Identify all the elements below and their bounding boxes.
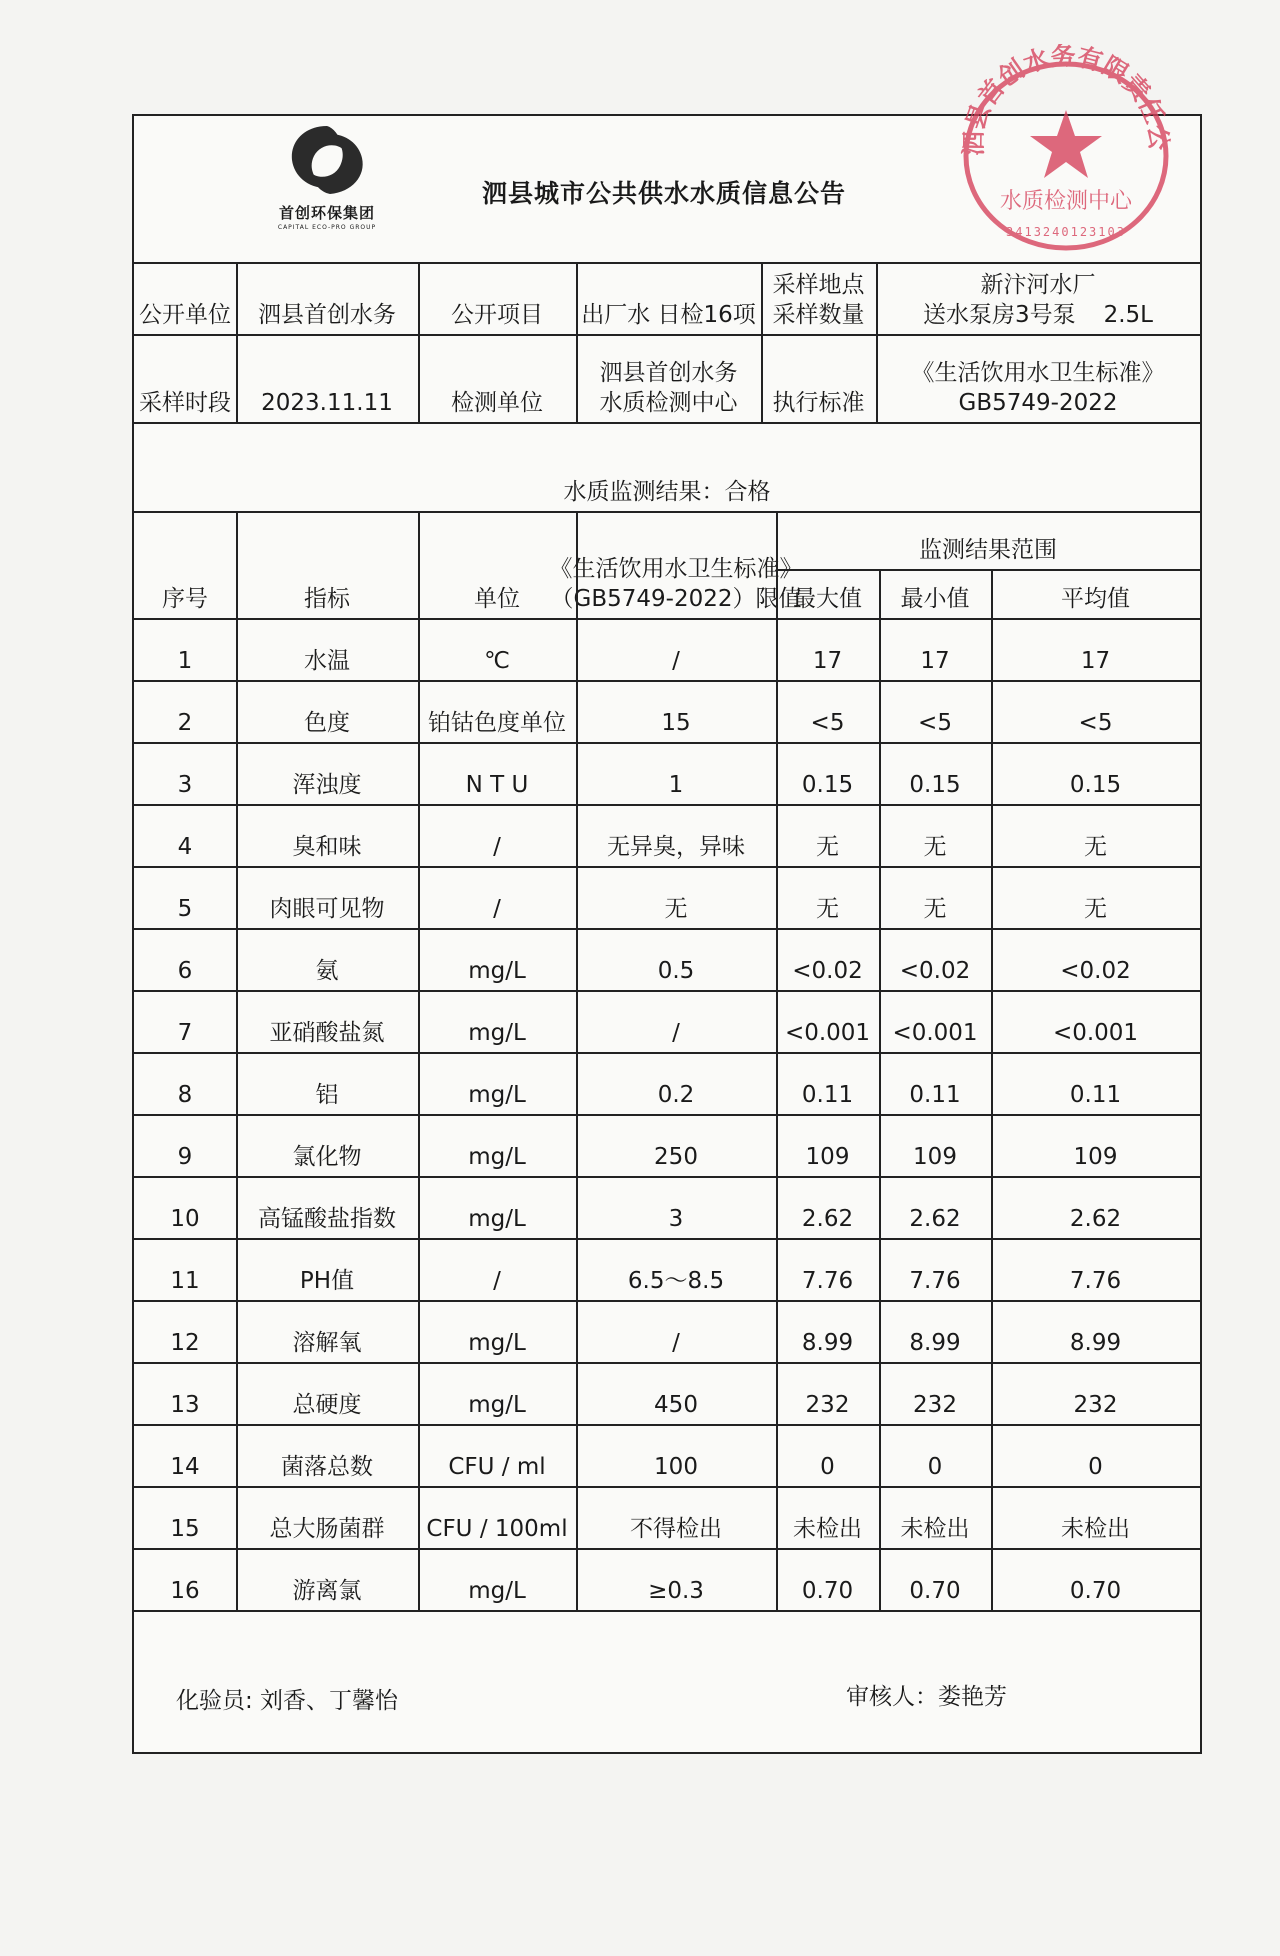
cell-indicator: 氨	[315, 958, 339, 984]
table-row-line	[134, 1052, 1200, 1054]
cell-no: 2	[177, 710, 193, 736]
cell-limit: /	[672, 648, 680, 674]
cell-avg: 109	[1073, 1144, 1118, 1170]
sample-site-value-line-1: 新汴河水厂	[980, 272, 1096, 298]
cell-no: 16	[170, 1578, 200, 1604]
table-row-line	[134, 990, 1200, 992]
cell-min: <0.001	[892, 1020, 978, 1046]
test-unit-label: 检测单位	[451, 390, 543, 416]
cell-limit: 无	[664, 896, 688, 922]
cell-limit: 100	[654, 1454, 698, 1480]
cell-limit: 250	[654, 1144, 698, 1170]
sample-time-value: 2023.11.11	[261, 390, 393, 416]
cell-avg: <5	[1078, 710, 1113, 736]
cell-max: <0.001	[784, 1020, 871, 1046]
cell-no: 4	[177, 834, 193, 860]
info-row-divider	[134, 334, 1200, 336]
sample-qty-value: 2.5L	[1103, 302, 1154, 328]
cell-unit: mg/L	[468, 1020, 526, 1046]
header-limit	[549, 511, 803, 618]
cell-no: 6	[177, 958, 193, 984]
cell-unit: /	[493, 1268, 501, 1294]
cell-limit: /	[672, 1330, 680, 1356]
cell-unit: mg/L	[468, 1392, 526, 1418]
cell-max: <5	[810, 710, 845, 736]
cell-limit: 6.5～8.5	[627, 1268, 725, 1294]
table-column-line	[576, 511, 578, 1610]
cell-avg: 无	[1084, 834, 1107, 860]
cell-unit: mg/L	[468, 1144, 526, 1170]
cell-no: 14	[170, 1454, 200, 1480]
cell-min: 0.70	[909, 1578, 961, 1604]
table-row-line	[134, 1610, 1200, 1612]
cell-no: 1	[177, 648, 193, 674]
test-unit-value-line-2: 水质检测中心	[599, 390, 738, 416]
cell-indicator: 溶解氧	[292, 1330, 362, 1356]
sample-site-qty-label-line-1: 采样地点	[772, 272, 865, 298]
info-bottom-line	[134, 422, 1200, 424]
cell-unit: /	[493, 834, 501, 860]
cell-indicator: 游离氯	[292, 1578, 362, 1604]
header-unit: 单位	[474, 586, 520, 612]
cell-no: 9	[177, 1144, 193, 1170]
standard-value	[876, 334, 1200, 422]
table-row-line	[134, 680, 1200, 682]
cell-indicator: 菌落总数	[281, 1454, 373, 1480]
table-row-line	[134, 1548, 1200, 1550]
cell-avg: <0.001	[1052, 1020, 1139, 1046]
cell-limit: 3	[668, 1206, 684, 1232]
cell-no: 7	[177, 1020, 193, 1046]
cell-min: 7.76	[909, 1268, 961, 1294]
cell-indicator: 浑浊度	[292, 772, 362, 798]
cell-no: 15	[170, 1516, 200, 1542]
table-row-line	[134, 1114, 1200, 1116]
cell-indicator: 水温	[304, 648, 350, 674]
cell-min: 未检出	[900, 1516, 970, 1542]
table-row-line	[134, 866, 1200, 868]
table-row-line	[134, 1300, 1200, 1302]
result-bottom-line	[134, 511, 1200, 513]
cell-avg: 0.70	[1069, 1578, 1122, 1604]
cell-min: 232	[913, 1392, 957, 1418]
cell-indicator: 肉眼可见物	[269, 896, 385, 922]
table-column-line	[991, 569, 993, 1610]
table-column-line	[776, 511, 778, 1610]
info-column-line	[418, 262, 420, 422]
cell-max: 232	[805, 1392, 850, 1418]
cell-min: 17	[920, 648, 950, 674]
cell-indicator: 铝	[315, 1082, 339, 1108]
cell-unit: CFU / ml	[448, 1454, 546, 1480]
cell-unit: mg/L	[468, 1206, 526, 1232]
page-title: 泗县城市公共供水水质信息公告	[481, 179, 846, 208]
cell-min: 109	[913, 1144, 957, 1170]
cell-max: <0.02	[792, 958, 863, 984]
cell-limit: 1	[668, 772, 684, 798]
cell-no: 13	[170, 1392, 200, 1418]
cell-max: 109	[805, 1144, 850, 1170]
sample-site-qty-label-line-2: 采样数量	[772, 302, 865, 328]
cell-max: 无	[816, 834, 839, 860]
cell-min: 0.11	[909, 1082, 961, 1108]
cell-max: 7.76	[801, 1268, 854, 1294]
table-row-line	[134, 1424, 1200, 1426]
cell-indicator: PH值	[299, 1268, 355, 1294]
cell-limit: 0.2	[657, 1082, 695, 1108]
cell-limit: 15	[661, 710, 691, 736]
info-column-line	[576, 262, 578, 422]
cell-min: <5	[918, 710, 952, 736]
sample-time-label: 采样时段	[139, 390, 231, 416]
cell-min: 0	[927, 1454, 943, 1480]
standard-value-line-2: GB5749-2022	[958, 390, 1118, 416]
cell-max: 2.62	[801, 1206, 854, 1232]
table-row-line	[134, 1362, 1200, 1364]
info-column-line	[876, 262, 878, 422]
cell-no: 12	[170, 1330, 200, 1356]
cell-min: <0.02	[899, 958, 971, 984]
cell-min: 0.15	[909, 772, 961, 798]
cell-limit: /	[672, 1020, 680, 1046]
table-row-line	[134, 928, 1200, 930]
cell-limit: ≥0.3	[648, 1578, 704, 1604]
seal-department: 水质检测中心	[999, 189, 1133, 214]
cell-no: 5	[177, 896, 193, 922]
cell-avg: 无	[1084, 896, 1107, 922]
sample-site-value	[876, 262, 1200, 334]
header-no: 序号	[162, 586, 208, 612]
company-logo	[242, 122, 412, 242]
logo-chinese-name: 首创环保集团	[278, 204, 375, 222]
cell-unit: N T U	[465, 772, 529, 798]
seal-code: 3413240123103	[1006, 225, 1126, 239]
test-unit-value	[576, 334, 761, 422]
cell-min: 无	[923, 834, 947, 860]
table-column-line	[236, 511, 238, 1610]
standard-value-line-1: 《生活饮用水卫生标准》	[911, 360, 1165, 386]
cell-min: 8.99	[909, 1330, 961, 1356]
info-column-line	[236, 262, 238, 422]
cell-avg: <0.02	[1060, 958, 1131, 984]
info-column-line	[761, 262, 763, 422]
reviewer-signature: 审核人：娄艳芳	[846, 1684, 1007, 1710]
cell-avg: 232	[1073, 1392, 1118, 1418]
cell-indicator: 总硬度	[292, 1392, 362, 1418]
result-banner: 水质监测结果：合格	[563, 479, 771, 505]
cell-max: 0.15	[801, 772, 854, 798]
cell-avg: 0	[1088, 1454, 1103, 1480]
cell-indicator: 氯化物	[292, 1144, 362, 1170]
cell-min: 无	[923, 896, 947, 922]
cell-indicator: 高锰酸盐指数	[258, 1206, 396, 1232]
cell-unit: mg/L	[468, 958, 526, 984]
cell-limit: 450	[654, 1392, 698, 1418]
table-row-line	[134, 1176, 1200, 1178]
cell-max: 未检出	[793, 1516, 862, 1542]
document-frame	[132, 114, 1202, 1754]
cell-avg: 8.99	[1069, 1330, 1122, 1356]
header-range: 监测结果范围	[919, 537, 1057, 563]
table-column-line	[879, 569, 881, 1610]
cell-max: 无	[816, 896, 839, 922]
cell-avg: 0.11	[1069, 1082, 1122, 1108]
cell-avg: 7.76	[1069, 1268, 1122, 1294]
cell-avg: 0.15	[1069, 772, 1122, 798]
cell-unit: mg/L	[468, 1578, 526, 1604]
test-unit-value-line-1: 泗县首创水务	[599, 360, 738, 386]
table-row-line	[134, 1238, 1200, 1240]
cell-min: 2.62	[909, 1206, 961, 1232]
cell-max: 0.11	[801, 1082, 854, 1108]
cell-max: 17	[812, 648, 843, 674]
cell-indicator: 亚硝酸盐氮	[269, 1020, 385, 1046]
cell-indicator: 臭和味	[292, 834, 362, 860]
document-header	[134, 116, 1200, 264]
sample-site-detail: 送水泵房3号泵	[922, 302, 1076, 328]
cell-no: 10	[170, 1206, 200, 1232]
seal-company-name: 泗县首创水务有限责任公	[958, 44, 1174, 157]
cell-unit: 铂钴色度单位	[428, 710, 566, 736]
sample-site-qty-label	[761, 262, 876, 334]
cell-max: 8.99	[801, 1330, 854, 1356]
sample-site-detail-row	[923, 300, 1153, 330]
cell-no: 11	[170, 1268, 200, 1294]
cell-avg: 2.62	[1069, 1206, 1122, 1232]
publish-item-value: 出厂水 日检16项	[581, 302, 756, 328]
publish-item-label: 公开项目	[451, 302, 543, 328]
table-row-line	[134, 742, 1200, 744]
cell-avg: 未检出	[1061, 1516, 1130, 1542]
publish-unit-value: 泗县首创水务	[258, 302, 396, 328]
tester-signature: 化验员: 刘香、丁馨怡	[176, 1688, 399, 1714]
table-row-line	[134, 1486, 1200, 1488]
cell-no: 3	[177, 772, 193, 798]
table-row-line	[134, 618, 1200, 620]
range-header-divider	[776, 569, 1200, 571]
cell-indicator: 总大肠菌群	[269, 1516, 385, 1542]
publish-unit-label: 公开单位	[139, 302, 231, 328]
table-column-line	[418, 511, 420, 1610]
table-row-line	[134, 804, 1200, 806]
cell-max: 0.70	[801, 1578, 854, 1604]
cell-unit: mg/L	[468, 1082, 526, 1108]
header-min: 最小值	[900, 586, 970, 612]
cell-max: 0	[820, 1454, 835, 1480]
header-limit-line-2: （GB5749-2022）限值	[550, 586, 802, 612]
cell-no: 8	[177, 1082, 193, 1108]
cell-avg: 17	[1080, 648, 1111, 674]
standard-label: 执行标准	[772, 390, 865, 416]
cell-indicator: 色度	[304, 710, 350, 736]
logo-swirl-icon	[284, 122, 370, 198]
logo-english-name: CAPITAL ECO-PRO GROUP	[277, 224, 377, 231]
header-max: 最大值	[793, 586, 862, 612]
cell-unit: ℃	[484, 648, 510, 674]
cell-unit: /	[493, 896, 501, 922]
cell-unit: mg/L	[468, 1330, 526, 1356]
cell-limit: 0.5	[657, 958, 695, 984]
header-avg: 平均值	[1061, 586, 1130, 612]
cell-unit: CFU / 100ml	[426, 1516, 568, 1542]
cell-limit: 无异臭，异味	[607, 834, 745, 860]
header-indicator: 指标	[304, 586, 350, 612]
cell-limit: 不得检出	[630, 1516, 722, 1542]
header-limit-line-1: 《生活饮用水卫生标准》	[549, 556, 803, 582]
